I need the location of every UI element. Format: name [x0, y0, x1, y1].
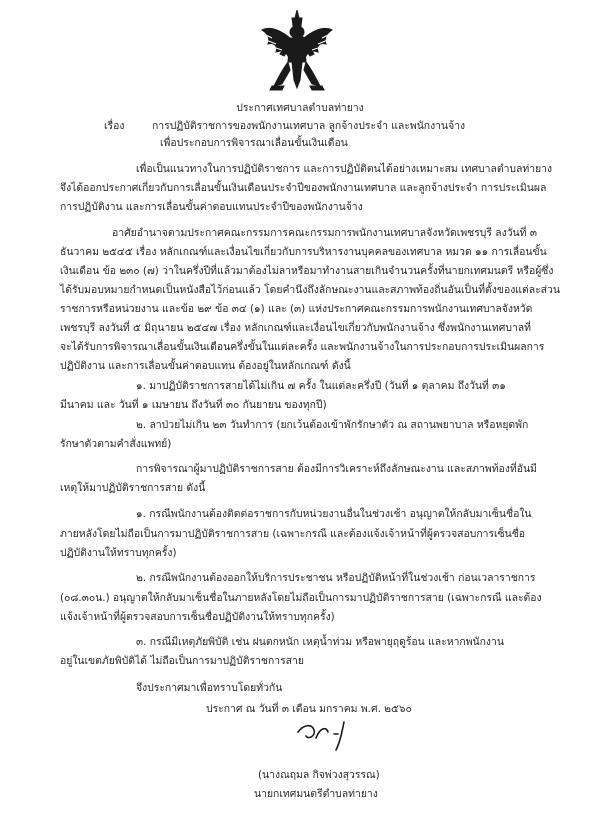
subject-line-2: เพื่อประกอบการพิจารณาเลื่อนขั้นเงินเดือน	[160, 137, 348, 149]
paragraph-3-line-2: เหตุให้มาปฏิบัติราชการสาย ดังนี้	[60, 482, 206, 494]
paragraph-2-line-2: ธันวาคม ๒๕๔๕ เรื่อง หลักเกณฑ์และเงื่อนไขเกี่ยวกับการบริหารงานบุคคลของเทศบาล หมวด ๑๑ การเลื่อนขั้น	[60, 246, 547, 258]
paragraph-2-line-1: อาศัยอำนาจตามประกาศคณะกรรมการคณะกรรมการพนักงานเทศบาลจังหวัดเพชรบุรี ลงวันที่ ๓	[112, 227, 537, 239]
rule-item-1-line-1: ๑. มาปฏิบัติราชการสายได้ไม่เกิน ๗ ครั้ง ในแต่ละครึ่งปี (วันที่ ๑ ตุลาคม ถึงวันที่ ๓๑	[136, 380, 506, 392]
closing-statement: จึงประกาศมาเพื่อทราบโดยทั่วกัน	[136, 682, 283, 694]
paragraph-2-line-4: ได้รับมอบหมายกำหนดเป็นหนังสือไว้ก่อนแล้ว โดยคำนึงถึงลักษณะงานและสภาพท้องถิ่นอันเป็นที่ตั้งของแต่ละส่วน	[60, 284, 560, 296]
case-1-line-1: ๑. กรณีพนักงานต้องติดต่อราชการกับหน่วยงานอื่นในช่วงเช้า อนุญาตให้กลับมาเซ็นชื่อใน	[136, 508, 532, 520]
paragraph-2-line-3: เงินเดือน ข้อ ๒๓๐ (๗) ว่าในครึ่งปีที่แล้วมาต้องไม่ลาหรือมาทำงานสายเกินจำนวนครั้งที่นายกเทศมนตรี หรือผู้ซึ่ง	[60, 265, 554, 277]
paragraph-1-line-3: การปฏิบัติงาน และการเลื่อนขั้นค่าตอบแทนประจำปีของพนักงานจ้าง	[60, 201, 363, 213]
paragraph-2-line-5: ราชการหรือหน่วยงาน และข้อ ๒๙ ข้อ ๓๔ (๑) และ (๓) แห่งประกาศคณะกรรมการพนักงานเทศบาลจังหวัด	[60, 303, 533, 315]
paragraph-1-line-1: เพื่อเป็นแนวทางในการปฏิบัติราชการ และการปฏิบัติตนได้อย่างเหมาะสม เทศบาลตำบลท่ายาง	[136, 163, 553, 175]
rule-item-2-line-1: ๒. ลาป่วยไม่เกิน ๒๓ วันทำการ (ยกเว้นต้องเข้าพักรักษาตัว ณ สถานพยาบาล หรือหยุดพัก	[136, 419, 529, 431]
paragraph-2-line-7: จะได้รับการพิจารณาเลื่อนขั้นเงินเดือนครึ่งขั้นในแต่ละครั้ง และพนักงานจ้างในการประกอบการประเมินผลการ	[60, 341, 545, 353]
subject-line-1: การปฏิบัติราชการของพนักงานเทศบาล ลูกจ้างประจำ และพนักงานจ้าง	[152, 120, 466, 132]
paragraph-2-line-8: ปฏิบัติงาน และการเลื่อนขั้นค่าตอบแทน ต้องอยู่ในหลักเกณฑ์ ดังนี้	[60, 360, 351, 372]
subject-label: เรื่อง	[104, 120, 125, 132]
case-2-line-3: แจ้งเจ้าหน้าที่ผู้ตรวจสอบการเซ็นชื่อปฏิบัติงานให้ทราบทุกครั้ง)	[60, 611, 335, 623]
case-2-line-2: (๐๘.๓๐น.) อนุญาตให้กลับมาเซ็นชื่อในภายหลังโดยไม่ถือเป็นการมาปฏิบัติราชการสาย (เฉพาะกรณี และต้อง	[60, 592, 542, 604]
garuda-emblem-icon	[258, 8, 336, 92]
handwritten-signature	[292, 718, 362, 754]
paragraph-2-line-6: เพชรบุรี ลงวันที่ ๕ มิถุนายน ๒๕๔๗ เรื่อง หลักเกณฑ์และเงื่อนไขเกี่ยวกับพนักงานจ้าง ซึ่งพนักงานเทศบาลที่	[60, 322, 532, 334]
case-1-line-2: ภายหลังโดยไม่ถือเป็นการมาปฏิบัติราชการสาย (เฉพาะกรณี และต้องแจ้งเจ้าหน้าที่ผู้ตรวจสอบการเซ็นชื่อ	[60, 528, 526, 540]
paragraph-3-line-1: การพิจารณาผู้มาปฏิบัติราชการสาย ต้องมีการวิเคราะห์ถึงลักษณะงาน และสภาพท้องที่อันมี	[136, 463, 537, 475]
case-2-line-1: ๒. กรณีพนักงานต้องออกให้บริการประชาชน หรือปฏิบัติหน้าที่ในช่วงเช้า ก่อนเวลาราชการ	[136, 572, 536, 584]
paragraph-1-line-2: จึงได้ออกประกาศเกี่ยวกับการเลื่อนขั้นเงินเดือนประจำปีของพนักงานเทศบาล และลูกจ้างประจำ การประเมินผล	[60, 182, 547, 194]
announcement-title: ประกาศเทศบาลตำบลท่ายาง	[236, 102, 364, 114]
rule-item-2-line-2: รักษาตัวตามคำสั่งแพทย์)	[60, 438, 172, 450]
case-3-line-1: ๓. กรณีมีเหตุภัยพิบัติ เช่น ฝนตกหนัก เหตุน้ำท่วม หรือพายุฤดูร้อน และหากพนักงาน	[136, 636, 504, 648]
rule-item-1-line-2: มีนาคม และ วันที่ ๑ เมษายน ถึงวันที่ ๓๐ กันยายน ของทุกปี)	[60, 399, 327, 411]
announcement-date: ประกาศ ณ วันที่ ๓ เดือน มกราคม พ.ศ. ๒๕๖๐	[206, 703, 412, 715]
case-3-line-2: อยู่ในเขตภัยพิบัติได้ ไม่ถือเป็นการมาปฏิบัติราชการสาย	[60, 655, 304, 667]
signatory-position: นายกเทศมนตรีตำบลท่ายาง	[254, 788, 378, 800]
signatory-name: (นางณฤมล กิจพ่วงสุวรรณ)	[258, 769, 380, 781]
case-1-line-3: ปฏิบัติงานให้ทราบทุกครั้ง)	[60, 547, 177, 559]
